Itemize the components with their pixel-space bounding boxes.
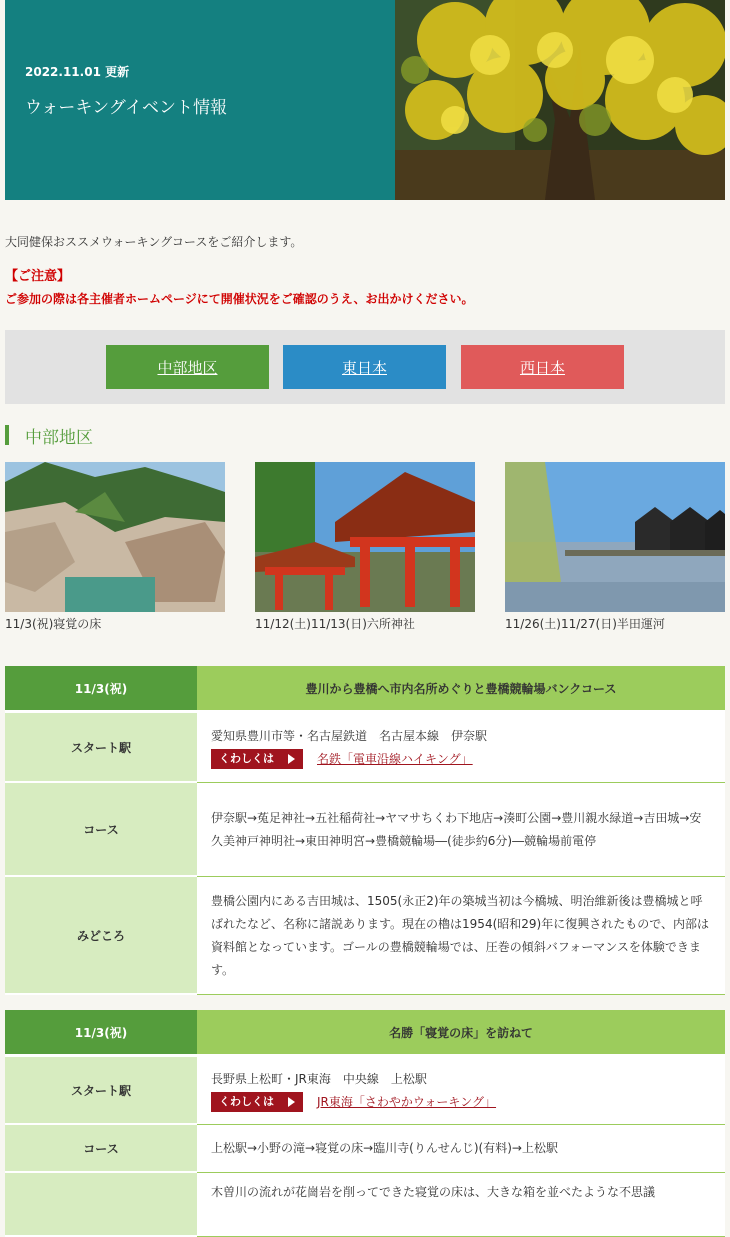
event-header xyxy=(5,666,725,713)
highlight-label xyxy=(5,1173,197,1237)
start-station: 愛知県豊川市等・名古屋鉄道 名古屋本線 伊奈駅 xyxy=(211,728,488,743)
course-value: 上松駅→小野の滝→寝覚の床→臨川寺(りんせんじ)(有料)→上松駅 xyxy=(197,1125,725,1173)
update-date: 2022.11.01 更新 xyxy=(25,65,130,79)
event-row-course xyxy=(5,783,725,877)
course-label: コース xyxy=(5,783,197,877)
ginkgo-photo xyxy=(395,0,725,200)
region-button-east[interactable]: 東日本 xyxy=(283,345,446,389)
start-value xyxy=(197,713,725,783)
photo-nezame-no-toko xyxy=(5,462,225,612)
event-row-highlight xyxy=(5,877,725,995)
photo-rokusho-shrine xyxy=(255,462,475,612)
hero-banner xyxy=(5,0,725,200)
highlight-value: 豊橋公園内にある吉田城は、1505(永正2)年の築城当初は今橋城、明治維新後は豊橋城と呼ばれたなど、名称に諸説あります。現在の櫓は1954(昭和29)年に復興されたもので、内部は資料館となっています。ゴールの豊橋競輪場では、圧巻の傾斜バフォーマンスを体験できます。 xyxy=(197,877,725,995)
event-row-start xyxy=(5,713,725,783)
organizer-link[interactable]: 名鉄「電車沿線ハイキング」 xyxy=(317,751,473,766)
photo-caption-2: 11/12(土)11/13(日)六所神社 xyxy=(255,617,415,631)
hero-title-panel xyxy=(5,0,395,200)
photo-caption-3: 11/26(土)11/27(日)半田運河 xyxy=(505,617,665,631)
notice-text: ご参加の際は各主催者ホームページにて開催状況をご確認のうえ、お出かけください。 xyxy=(5,292,474,306)
section-heading xyxy=(5,423,725,449)
more-info-label: くわしくは xyxy=(219,1095,274,1108)
start-label: スタート駅 xyxy=(5,713,197,783)
page-title: ウォーキングイベント情報 xyxy=(25,98,227,118)
region-button-chubu[interactable]: 中部地区 xyxy=(106,345,269,389)
notice-heading: 【ご注意】 xyxy=(5,269,71,284)
photo-caption-1: 11/3(祝)寝覚の床 xyxy=(5,617,102,631)
event-row-start xyxy=(5,1057,725,1125)
start-label: スタート駅 xyxy=(5,1057,197,1125)
event-date: 11/3(祝) xyxy=(5,666,197,713)
organizer-link[interactable]: JR東海「さわやかウォーキング」 xyxy=(317,1094,497,1109)
section-marker xyxy=(5,425,9,445)
start-station: 長野県上松町・JR東海 中央線 上松駅 xyxy=(211,1071,427,1086)
region-nav xyxy=(5,330,725,404)
section-title: 中部地区 xyxy=(25,428,93,448)
arrow-right-icon xyxy=(288,1097,295,1107)
more-info-label: くわしくは xyxy=(219,752,274,765)
course-value: 伊奈駅→菟足神社→五社稲荷社→ヤマサちくわ下地店→湊町公園→豊川親水緑道→吉田城→安久美神戸神明社→東田神明宮→豊橋競輪場―(徒歩約6分)―競輪場前電停 xyxy=(197,783,725,877)
event-title: 豊川から豊橋へ市内名所めぐりと豊橋競輪場バンクコース xyxy=(197,666,725,713)
detail-row xyxy=(211,1091,711,1114)
more-info-button[interactable] xyxy=(211,749,303,769)
event-row-course xyxy=(5,1125,725,1173)
highlight-label: みどころ xyxy=(5,877,197,995)
photo-handa-canal xyxy=(505,462,725,612)
event-header xyxy=(5,1010,725,1057)
detail-row xyxy=(211,748,711,771)
region-button-west[interactable]: 西日本 xyxy=(461,345,624,389)
more-info-button[interactable] xyxy=(211,1092,303,1112)
arrow-right-icon xyxy=(288,754,295,764)
event-table xyxy=(5,1010,725,1237)
highlight-value: 木曽川の流れが花崗岩を削ってできた寝覚の床は、大きな箱を並べたような不思議 xyxy=(197,1173,725,1237)
event-table xyxy=(5,666,725,995)
event-row-highlight xyxy=(5,1173,725,1237)
course-label: コース xyxy=(5,1125,197,1173)
start-value xyxy=(197,1057,725,1125)
intro-text: 大同健保おススメウォーキングコースをご紹介します。 xyxy=(5,235,303,249)
event-date: 11/3(祝) xyxy=(5,1010,197,1057)
event-title: 名勝「寝覚の床」を訪ねて xyxy=(197,1010,725,1057)
